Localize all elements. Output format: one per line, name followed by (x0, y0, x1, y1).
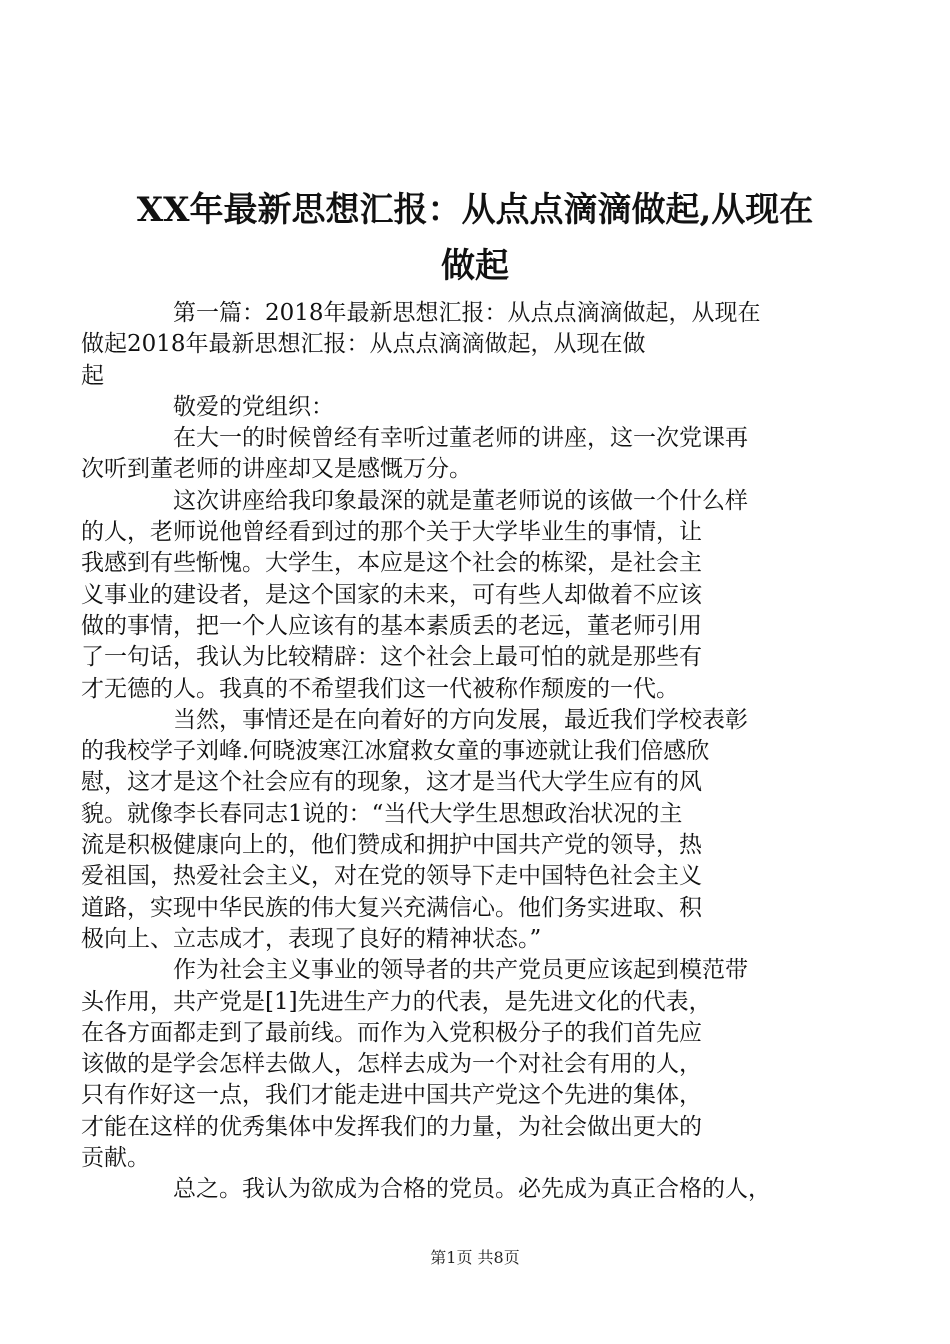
document-title (120, 182, 830, 294)
paragraph-line: 的我校学子刘峰.何晓波寒江冰窟救女童的事迹就让我们倍感欣 (81, 738, 710, 765)
title-line-1: XX年最新思想汇报：从点点滴滴做起,从现在 (136, 190, 814, 230)
paragraph (81, 486, 837, 705)
paragraph-line: 在大一的时候曾经有幸听过董老师的讲座，这一次党课再 (173, 425, 748, 452)
paragraph-line: 敬爱的党组织： (173, 393, 334, 420)
paragraph (81, 423, 837, 486)
paragraph-line: 才无德的人。我真的不希望我们这一代被称作颓废的一代。 (81, 675, 679, 702)
paragraph-line: 义事业的建设者，是这个国家的未来，可有些人却做着不应该 (81, 581, 702, 608)
paragraph-line: 爱祖国，热爱社会主义，对在党的领导下走中国特色社会主义 (81, 863, 702, 890)
paragraph-line: 貌。就像李长春同志1说的：“当代大学生思想政治状况的主 (81, 800, 683, 827)
paragraph-line: 我感到有些惭愧。大学生，本应是这个社会的栋梁，是社会主 (81, 550, 702, 577)
paragraph (127, 1174, 837, 1205)
paragraph-line: 第一篇：2018年最新思想汇报：从点点滴滴做起，从现在 (173, 300, 761, 326)
paragraph-line: 总之。我认为欲成为合格的党员。必先成为真正合格的人， (173, 1176, 771, 1203)
page-footer: 第1页 共8页 (430, 1248, 520, 1267)
title-line-2: 做起 (441, 246, 509, 286)
paragraph-line: 才能在这样的优秀集体中发挥我们的力量，为社会做出更大的 (81, 1113, 702, 1140)
paragraph (81, 705, 837, 955)
paragraph-line: 做起2018年最新思想汇报：从点点滴滴做起，从现在做 (81, 331, 646, 358)
paragraph-line: 极向上、立志成才，表现了良好的精神状态。” (81, 925, 542, 952)
paragraph-line: 贡献。 (81, 1145, 150, 1172)
paragraph-line: 了一句话，我认为比较精辟：这个社会上最可怕的就是那些有 (81, 644, 702, 671)
document-body (81, 298, 837, 1206)
paragraph-line: 这次讲座给我印象最深的就是董老师说的该做一个什么样 (173, 487, 748, 514)
paragraph-line: 流是积极健康向上的，他们赞成和拥护中国共产党的领导，热 (81, 832, 702, 859)
paragraph-line: 该做的是学会怎样去做人，怎样去成为一个对社会有用的人， (81, 1051, 702, 1078)
paragraph-line: 做的事情，把一个人应该有的基本素质丢的老远，董老师引用 (81, 612, 702, 639)
paragraph-line: 的人，老师说他曾经看到过的那个关于大学毕业生的事情，让 (81, 519, 702, 546)
paragraph-line: 当然，事情还是在向着好的方向发展，最近我们学校表彰 (173, 706, 748, 733)
paragraph-line: 慰，这才是这个社会应有的现象，这才是当代大学生应有的风 (81, 769, 702, 796)
paragraph (81, 955, 837, 1174)
paragraph (81, 298, 837, 392)
paragraph-line: 道路，实现中华民族的伟大复兴充满信心。他们务实进取、积 (81, 894, 702, 921)
paragraph-line: 头作用，共产党是[1]先进生产力的代表，是先进文化的代表， (81, 988, 712, 1015)
paragraph-line: 只有作好这一点，我们才能走进中国共产党这个先进的集体， (81, 1082, 702, 1109)
paragraph-line: 在各方面都走到了最前线。而作为入党积极分子的我们首先应 (81, 1019, 702, 1046)
paragraph-line: 作为社会主义事业的领导者的共产党员更应该起到模范带 (173, 957, 748, 984)
paragraph-line: 次听到董老师的讲座却又是感慨万分。 (81, 456, 472, 483)
paragraph (127, 392, 837, 423)
paragraph-line: 起 (81, 362, 104, 389)
